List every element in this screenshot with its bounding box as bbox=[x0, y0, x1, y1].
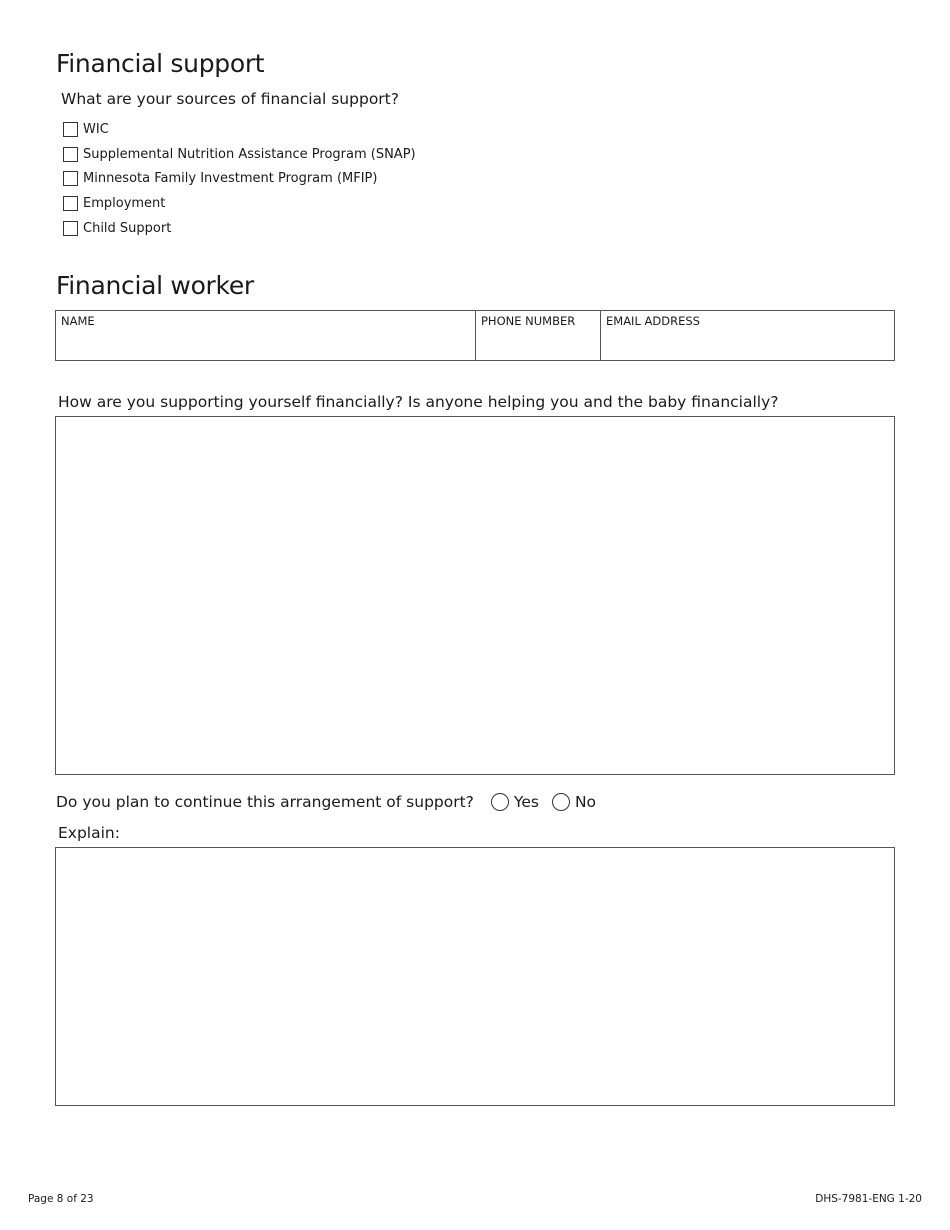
checkbox-option-employment[interactable] bbox=[63, 191, 416, 216]
form-id: DHS-7981-ENG 1-20 bbox=[815, 1193, 922, 1205]
explain-textarea[interactable] bbox=[55, 847, 895, 1106]
yes-label: Yes bbox=[513, 793, 539, 811]
checkbox-option-wic[interactable] bbox=[63, 117, 416, 142]
checkbox-option-snap[interactable] bbox=[63, 142, 416, 167]
explain-label: Explain: bbox=[58, 824, 120, 842]
worker-email-field[interactable] bbox=[601, 311, 894, 360]
no-label: No bbox=[574, 793, 597, 811]
checkbox-label: WIC bbox=[83, 121, 109, 137]
checkbox-label: Child Support bbox=[83, 221, 172, 237]
radio-option-yes[interactable] bbox=[491, 793, 539, 811]
checkbox-option-child-support[interactable] bbox=[63, 216, 416, 241]
support-question: How are you supporting yourself financially? Is anyone helping you and the baby financially? bbox=[58, 393, 779, 411]
radio-option-no[interactable] bbox=[552, 793, 596, 811]
financial-support-heading: Financial support bbox=[56, 49, 265, 78]
mfip-checkbox[interactable] bbox=[63, 171, 78, 186]
snap-checkbox[interactable] bbox=[63, 147, 78, 162]
worker-email-label: EMAIL ADDRESS bbox=[606, 314, 700, 328]
worker-name-field[interactable] bbox=[56, 311, 476, 360]
financial-sources-question: What are your sources of financial support? bbox=[61, 90, 399, 108]
child-support-checkbox[interactable] bbox=[63, 221, 78, 236]
worker-phone-field[interactable] bbox=[476, 311, 601, 360]
worker-phone-label: PHONE NUMBER bbox=[481, 314, 576, 328]
continue-arrangement-row bbox=[56, 793, 609, 811]
no-radio[interactable] bbox=[552, 793, 570, 811]
wic-checkbox[interactable] bbox=[63, 122, 78, 137]
checkbox-label: Minnesota Family Investment Program (MFIP) bbox=[83, 171, 378, 187]
page-number: Page 8 of 23 bbox=[28, 1193, 94, 1205]
financial-worker-table bbox=[55, 310, 895, 361]
checkbox-label: Employment bbox=[83, 196, 166, 212]
yes-radio[interactable] bbox=[491, 793, 509, 811]
financial-sources-checklist bbox=[63, 117, 416, 241]
employment-checkbox[interactable] bbox=[63, 196, 78, 211]
checkbox-option-mfip[interactable] bbox=[63, 167, 416, 192]
support-answer-textarea[interactable] bbox=[55, 416, 895, 775]
checkbox-label: Supplemental Nutrition Assistance Program (SNAP) bbox=[83, 146, 416, 162]
continue-arrangement-question: Do you plan to continue this arrangement of support? bbox=[56, 793, 474, 811]
worker-name-label: NAME bbox=[61, 314, 95, 328]
financial-worker-heading: Financial worker bbox=[56, 271, 254, 300]
